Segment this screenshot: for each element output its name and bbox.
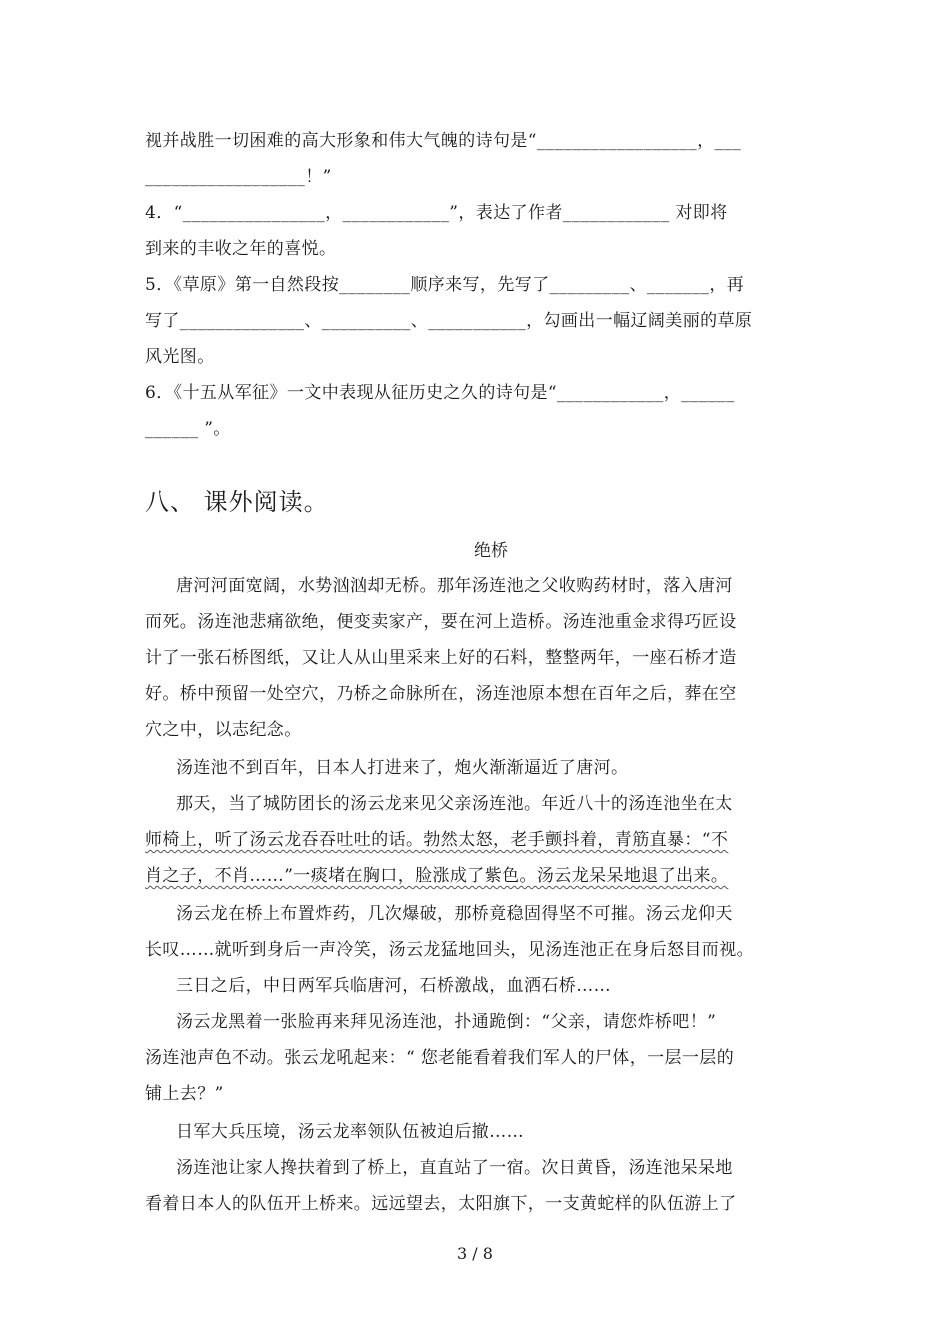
q6-line-2: ______ ”。 (145, 419, 231, 439)
story-line: 计了一张石桥图纸，又让人从山里采来上好的石料，整整两年，一座石桥才造 (145, 648, 737, 668)
story-title: 绝桥 (474, 541, 508, 561)
story-line: 汤连池让家人搀扶着到了桥上，直直站了一宿。次日黄昏，汤连池呆呆地 (176, 1158, 733, 1178)
story-line: 好。桥中预留一处空穴，乃桥之命脉所在，汤连池原本想在百年之后，葬在空 (145, 684, 737, 704)
q6-line-1: 6．《十五从军征》一文中表现从征历史之久的诗句是“____________，______ (145, 383, 735, 403)
section-title: 八、 课外阅读。 (145, 488, 329, 516)
story-line: 汤连池声色不动。张云龙吼起来：“ 您老能看着我们军人的尸体，一层一层的 (145, 1048, 735, 1068)
q5-line-2: 写了______________、__________、___________，勾画出一幅辽阔美丽的草原 (145, 311, 753, 331)
q4-line-1: 4．“________________，____________”，表达了作者____________ 对即将 (145, 203, 728, 223)
story-line: 汤云龙黑着一张脸再来拜见汤连池，扑通跪倒：“父亲，请您炸桥吧！” (176, 1012, 717, 1032)
q5-line-3: 风光图。 (145, 347, 215, 367)
story-line: 长叹……就听到身后一声冷笑，汤云龙猛地回头，见汤连池正在身后怒目而视。 (145, 940, 754, 960)
q5-line-1: 5．《草原》第一自然段按________顺序来写，先写了_________、_______，再 (145, 275, 745, 295)
story-line: 汤连池不到百年，日本人打进来了，炮火渐渐逼近了唐河。 (176, 758, 629, 778)
q3-line-2: __________________！” (145, 167, 332, 187)
story-line: 唐河河面宽阔，水势汹汹却无桥。那年汤连池之父收购药材时，落入唐河 (176, 576, 733, 596)
story-line: 日军大兵压境，汤云龙率领队伍被迫后撤…… (176, 1122, 524, 1142)
story-line: 看着日本人的队伍开上桥来。远远望去，太阳旗下，一支黄蛇样的队伍游上了 (145, 1194, 737, 1214)
story-line: 穴之中，以志纪念。 (145, 720, 302, 740)
story-line: 汤云龙在桥上布置炸药，几次爆破，那桥竟稳固得坚不可摧。汤云龙仰天 (176, 904, 733, 924)
story-line: 而死。汤连池悲痛欲绝，便变卖家产，要在河上造桥。汤连池重金求得巧匠设 (145, 612, 737, 632)
q3-line-1: 视并战胜一切困难的高大形象和伟大气魄的诗句是“__________________，___ (145, 131, 742, 151)
story-line: 三日之后，中日两军兵临唐河，石桥激战，血洒石桥…… (176, 976, 611, 996)
story-line-wavy: 肖之子，不肖……”一痰堵在胸口，脸涨成了紫色。汤云龙呆呆地退了出来。 (145, 866, 729, 886)
page-number: 3 / 8 (457, 1244, 493, 1263)
story-line: 铺上去？” (145, 1084, 224, 1104)
story-line: 那天，当了城防团长的汤云龙来见父亲汤连池。年近八十的汤连池坐在太 (176, 794, 733, 814)
q4-line-2: 到来的丰收之年的喜悦。 (145, 239, 337, 259)
story-line-wavy: 师椅上，听了汤云龙吞吞吐吐的话。勃然太怒，老手颤抖着，青筋直暴：“不 (145, 830, 729, 850)
